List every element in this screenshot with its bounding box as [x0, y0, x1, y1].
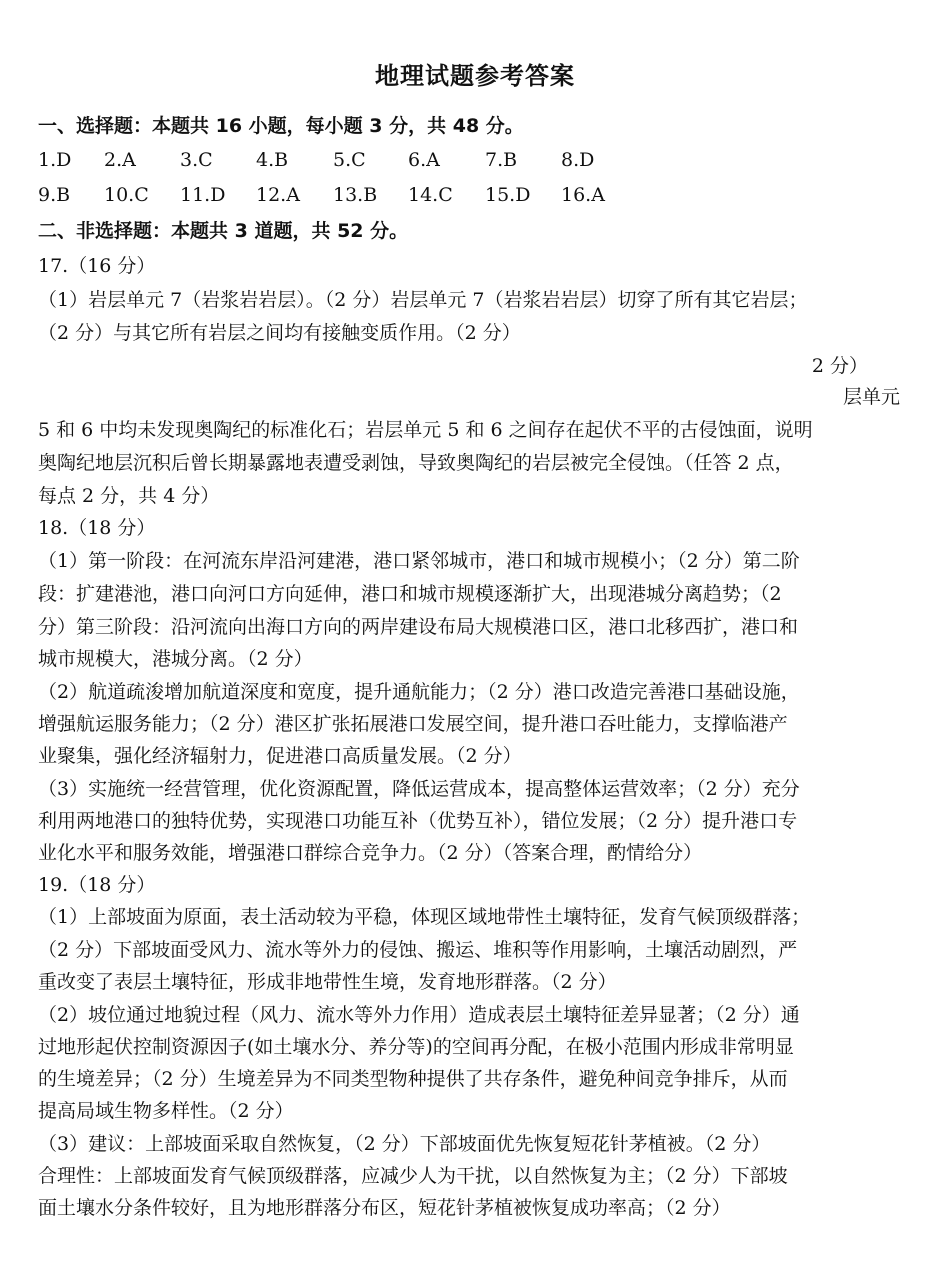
answer-text-line: 业聚集，强化经济辐射力，促进港口高质量发展。（2 分）	[38, 745, 522, 767]
answer-item: 13.B	[333, 184, 378, 206]
answer-text-line: （3）建议：上部坡面采取自然恢复，（2 分）下部坡面优先恢复短花针茅植被。（2 分）	[38, 1133, 771, 1155]
answer-item: 4.B	[256, 149, 289, 171]
answer-text-line: （2）坡位通过地貌过程（风力、流水等外力作用）造成表层土壤特征差异显著；（2 分）通	[38, 1004, 800, 1026]
question-19-heading: 19.（18 分）	[38, 874, 156, 896]
answer-text-line: （2）航道疏浚增加航道深度和宽度，提升通航能力；（2 分）港口改造完善港口基础设施，	[38, 681, 800, 703]
answer-item: 10.C	[104, 184, 149, 206]
answer-text-line: 面土壤水分条件较好，且为地形群落分布区，短花针茅植被恢复成功率高；（2 分）	[38, 1197, 731, 1219]
question-18-heading: 18.（18 分）	[38, 517, 156, 539]
answer-item: 7.B	[485, 149, 518, 171]
answer-item: 14.C	[408, 184, 453, 206]
answer-text-line: 合理性：上部坡面发育气候顶级群落，应减少人为干扰，以自然恢复为主；（2 分）下部坡	[38, 1165, 788, 1187]
question-17-heading: 17.（16 分）	[38, 255, 156, 277]
section-1-heading: 一、选择题：本题共 16 小题，每小题 3 分，共 48 分。	[38, 115, 524, 137]
answer-text-line: 重改变了表层土壤特征，形成非地带性生境，发育地形群落。（2 分）	[38, 971, 617, 993]
answer-item: 6.A	[408, 149, 440, 171]
answer-item: 12.A	[256, 184, 300, 206]
answer-text-line: （2 分）与其它所有岩层之间均有接触变质作用。（2 分）	[38, 322, 521, 344]
answer-text-line: 提高局域生物多样性。（2 分）	[38, 1100, 294, 1122]
answer-item: 1.D	[38, 149, 72, 171]
answer-text-line: 业化水平和服务效能，增强港口群综合竞争力。（2 分）（答案合理，酌情给分）	[38, 842, 703, 864]
answer-text-line: 的生境差异；（2 分）生境差异为不同类型物种提供了共存条件，避免种间竞争排斥，从而	[38, 1068, 788, 1090]
answer-text-line: 分）第三阶段：沿河流向出海口方向的两岸建设布局大规模港口区，港口北移西扩，港口和	[38, 616, 799, 638]
answer-item: 5.C	[333, 149, 366, 171]
answer-text-line: 每点 2 分，共 4 分）	[38, 485, 220, 507]
section-2-heading: 二、非选择题：本题共 3 道题，共 52 分。	[38, 220, 409, 242]
answer-text-line: 过地形起伏控制资源因子(如土壤水分、养分等)的空间再分配，在极小范围内形成非常明显	[38, 1036, 794, 1058]
answer-text-line: （1）岩层单元 7（岩浆岩岩层）。（2 分）岩层单元 7（岩浆岩岩层）切穿了所有其它岩层；	[38, 289, 808, 311]
answer-item: 9.B	[38, 184, 71, 206]
answer-text-line: 增强航运服务能力；（2 分）港区扩张拓展港口发展空间，提升港口吞吐能力，支撑临港产	[38, 713, 788, 735]
answer-text-line: （2 分）下部坡面受风力、流水等外力的侵蚀、搬运、堆积等作用影响，土壤活动剧烈，严	[38, 939, 798, 961]
answer-text-line: 奥陶纪地层沉积后曾长期暴露地表遭受剥蚀，导致奥陶纪的岩层被完全侵蚀。（任答 2 点，	[38, 452, 794, 474]
page-title: 地理试题参考答案	[375, 62, 575, 90]
answer-text-line: 城市规模大，港城分离。（2 分）	[38, 648, 313, 670]
answer-row-2	[38, 180, 912, 210]
answer-item: 15.D	[485, 184, 531, 206]
answer-text-fragment: 2 分）	[811, 355, 868, 377]
answer-text-line: 段：扩建港池，港口向河口方向延伸，港口和城市规模逐渐扩大，出现港城分离趋势；（2	[38, 583, 782, 605]
answer-item: 11.D	[180, 184, 226, 206]
answer-item: 16.A	[561, 184, 605, 206]
answer-text-line: （1）上部坡面为原面，表土活动较为平稳，体现区域地带性土壤特征，发育气候顶级群落；	[38, 906, 811, 928]
answer-text-line: 5 和 6 中均未发现奥陶纪的标准化石；岩层单元 5 和 6 之间存在起伏不平的古侵蚀面，说明	[38, 419, 813, 441]
answer-item: 8.D	[561, 149, 595, 171]
answer-item: 2.A	[104, 149, 136, 171]
answer-text-fragment: 层单元	[842, 386, 900, 408]
answer-item: 3.C	[180, 149, 213, 171]
answer-text-line: （3）实施统一经营管理，优化资源配置，降低运营成本，提高整体运营效率；（2 分）充分	[38, 778, 800, 800]
answer-text-line: （1）第一阶段：在河流东岸沿河建港，港口紧邻城市，港口和城市规模小；（2 分）第二阶	[38, 550, 800, 572]
answer-row-1	[38, 145, 912, 175]
answer-text-line: 利用两地港口的独特优势，实现港口功能互补（优势互补），错位发展；（2 分）提升港口专	[38, 810, 798, 832]
